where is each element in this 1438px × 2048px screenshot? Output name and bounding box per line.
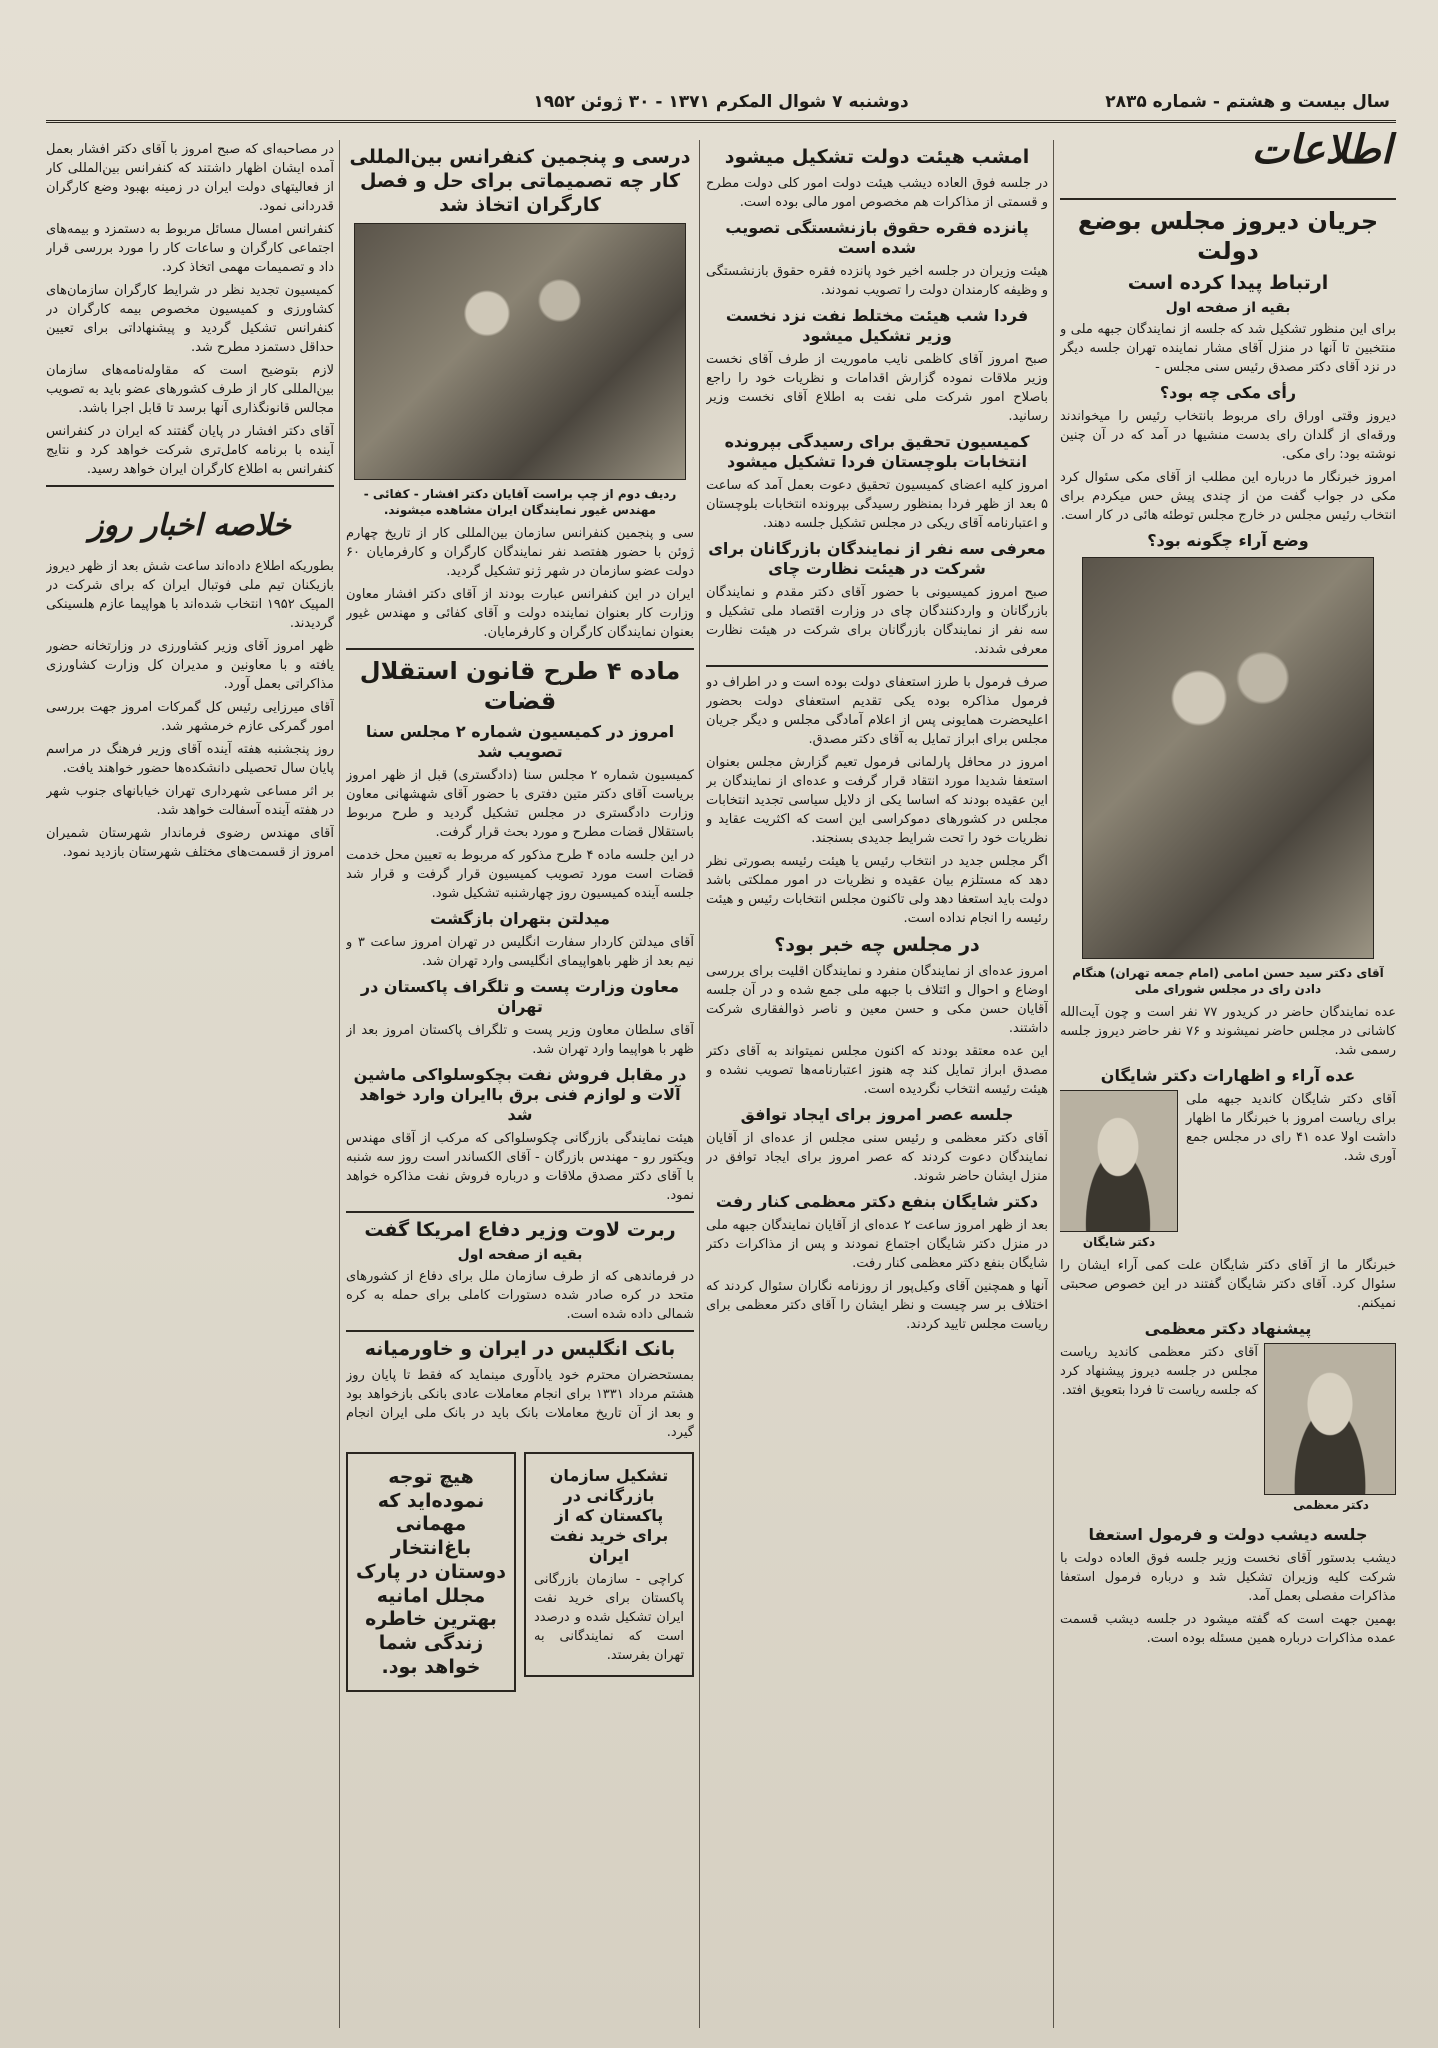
article-paragraph: هیئت وزیران در جلسه اخیر خود پانزده فقره حقوق بازنشستگی و وظیفه کارمندان دولت را تصویب نمودند. xyxy=(706,263,1048,298)
article-paragraph: آقای میدلتن کاردار سفارت انگلیس در تهران امروز ساعت ۳ و نیم بعد از ظهر باهواپیمای انگلیسی وارد تهران شد. xyxy=(346,935,694,970)
moazzami-portrait xyxy=(1264,1343,1396,1495)
column-3 xyxy=(346,140,694,2028)
section-heading: وضع آراء چگونه بود؟ xyxy=(1147,530,1309,550)
advertisement-box xyxy=(346,1452,516,1692)
headline: ماده ۴ طرح قانون استقلال قضات xyxy=(359,657,681,716)
summary-item: آقای میرزایی رئیس کل گمرکات امروز جهت بررسی امور گمرکی عازم خرمشهر شد. xyxy=(46,699,334,734)
news-box xyxy=(524,1452,694,1677)
section-heading: پیشنهاد دکتر معظمی xyxy=(1144,1318,1312,1338)
headline: معاون وزارت پست و تلگراف پاکستان در تهران xyxy=(360,977,680,1017)
subheadline: امروز در کمیسیون شماره ۲ مجلس سنا تصویب شد xyxy=(365,722,675,762)
headline: جلسه عصر امروز برای ایجاد توافق xyxy=(740,1104,1014,1124)
section-heading: رأی مکی چه بود؟ xyxy=(1159,382,1297,402)
continuation-note: بقیه از صفحه اول xyxy=(1165,299,1291,316)
article-paragraph: دیشب بدستور آقای نخست وزیر جلسه فوق العاده دولت با شرکت کلیه وزیران تشکیل شد و درباره فرمول استعفا مذاکرات مفصلی بعمل آمد. xyxy=(1060,1550,1396,1604)
article-paragraph: آقای دکتر معظمی کاندید ریاست مجلس در جلسه دیروز پیشنهاد کرد که جلسه ریاست تا فردا بتعویق افتد. xyxy=(1060,1344,1258,1398)
headline: معرفی سه نفر از نمایندگان بازرگانان برای شرکت در هیئت نظارت چای xyxy=(708,538,1046,578)
column-1 xyxy=(1060,192,1396,2028)
article-paragraph: بهمین جهت است که گفته میشود در جلسه دیشب قسمت عمده مذاکرات درباره همین مسئله بوده است. xyxy=(1060,1611,1396,1646)
logo-text: اطلاعات xyxy=(1251,126,1392,173)
moazzami-block xyxy=(1060,1343,1396,1519)
headline: درسی و پنجمین کنفرانس بین‌المللی کار چه تصمیماتی برای حل و فصل کارگران اتخاذ شد xyxy=(349,146,691,216)
column-4 xyxy=(46,140,334,2028)
summary-item: روز پنجشنبه هفته آینده آقای وزیر فرهنگ در مراسم پایان سال تحصیلی دانشکده‌ها حضور خواهند یافت. xyxy=(46,741,334,776)
article-paragraph: صبح امروز آقای کاظمی نایب ماموریت از طرف آقای نخست وزیر ملاقات نموده گزارش اقدامات و نظریات خود را راجع باصلاح امور شرکت ملی نفت به اطلاع آقای نخست وزیر رسانید. xyxy=(706,351,1048,424)
article-paragraph: آقای سلطان معاون وزیر پست و تلگراف پاکستان امروز بعد از ظهر با هواپیما وارد تهران شد. xyxy=(346,1023,694,1058)
headline: فردا شب هیئت مختلط نفت نزد نخست وزیر تشکیل میشود xyxy=(725,305,1029,345)
article-paragraph: کراچی - سازمان بازرگانی پاکستان برای خرید نفت ایران تشکیل شده و درصدد است که نمایندگانی به تهران بفرستد. xyxy=(534,1571,684,1663)
portrait-caption: دکتر معظمی xyxy=(1293,1497,1369,1512)
summary-item: آقای مهندس رضوی فرماندار شهرستان شمیران امروز از قسمت‌های مختلف شهرستان بازدید نمود. xyxy=(46,825,334,860)
headline: تشکیل سازمان بازرگانی در پاکستان که از برای خرید نفت ایران xyxy=(549,1465,669,1565)
article-paragraph: آقای دکتر معظمی و رئیس سنی مجلس از عده‌ای از آقایان نمایندگان دعوت کردند که عصر امروز برای ایجاد توافق در منزل ایشان حاضر شوند. xyxy=(706,1130,1048,1184)
rule xyxy=(346,1211,694,1213)
section-heading: جلسه دیشب دولت و فرمول استعفا xyxy=(1088,1524,1368,1544)
headline: در مقابل فروش نفت بچکوسلواکی ماشین آلات و لوازم فنی برق باایران وارد خواهد شد xyxy=(353,1065,687,1125)
article-paragraph: این عده معتقد بودند که اکنون مجلس نمیتواند به آقای دکتر مصدق ابراز تمایل کند چه هنوز اعتبارنامه‌ها تصویب نشده و هیئت رئیسه انتخاب نگردیده است. xyxy=(706,1043,1048,1097)
shaygan-block xyxy=(1060,1090,1396,1256)
article-paragraph: امروز عده‌ای از نمایندگان منفرد و نمایندگان اقلیت برای بررسی اوضاع و احوال و ائتلاف با جبهه ملی جمع شده و در آن جلسه آقایان حسن مکی و حسن معین و ناصر ذوالفقاری شرکت داشتند. xyxy=(706,963,1048,1036)
article-paragraph: برای این منظور تشکیل شد که جلسه از نمایندگان جبهه ملی و منتخبین تا آنها در منزل آقای مشار نماینده تهران جلسه دیگر در نزد آقای دکتر مصدق رئیس سنی مجلس - xyxy=(1060,321,1396,375)
article-paragraph: امروز کلیه اعضای کمیسیون تحقیق دعوت بعمل آمد که ساعت ۵ بعد از ظهر فردا بمنظور رسیدگی بپرونده انتخابات بلوچستان و اعتبارنامه آقای ریکی در مجلس تشکیل جلسه دهند. xyxy=(706,477,1048,531)
article-paragraph: لازم بتوضیح است که مقاوله‌نامه‌های سازمان بین‌المللی کار از طرف کشورهای عضو باید به تصویب مجالس قانونگذاری آنها برسد تا قابل اجرا باشد. xyxy=(46,363,334,416)
article-paragraph: هیئت نمایندگی بازرگانی چکوسلواکی که مرکب از آقای مهندس ویکتور رو - مهندس بازرگان - آقای الکساندر است روز سه شنبه با آقای دکتر مصدق ملاقات و درباره فروش نفت مذاکره خواهد نمود. xyxy=(346,1131,694,1204)
issue-date: دوشنبه ۷ شوال المکرم ۱۳۷۱ - ۳۰ ژوئن ۱۹۵۲ xyxy=(533,92,909,112)
rule xyxy=(1060,198,1396,200)
article-paragraph: اگر مجلس جدید در انتخاب رئیس یا هیئت رئیسه بصورتی نظر دهد که مستلزم بیان عقیده و نظریات در امور مملکتی باشد دولت باید استعفا دهد ولی تاکنون مجلس انتخابات رئیس و هیئت رئیسه را انجام نداده است. xyxy=(706,853,1048,926)
headline: پانزده فقره حقوق بازنشستگی تصویب شده است xyxy=(725,217,1029,257)
headline: میدلتن بتهران بازگشت xyxy=(430,909,610,929)
rule xyxy=(706,665,1048,667)
advertisement-text: هیچ توجه نموده‌اید که مهمانی باغ‌انتخار دوستان در پارک مجلل امانیه بهترین خاطره زندگی شما خواهد بود. xyxy=(356,1465,506,1678)
column-divider xyxy=(339,140,340,2028)
article-paragraph: آنها و همچنین آقای وکیل‌پور از روزنامه نگاران سئوال کردند که اختلاف بر سر چیست و نظر ایشان را آقای دکتر معظمی برای ریاست مجلس تایید کردند. xyxy=(706,1278,1048,1332)
bottom-boxes xyxy=(346,1446,694,1698)
headline: کمیسیون تحقیق برای رسیدگی بپرونده انتخابات بلوچستان فردا تشکیل میشود xyxy=(724,431,1030,471)
article-paragraph: آقای دکتر افشار در پایان گفتند که ایران در کنفرانس آینده با برنامه کامل‌تری شرکت خواهد کرد و نتایج کنفرانس به اطلاع کارگران ایران خواهد رسید. xyxy=(46,424,334,477)
article-paragraph: در جلسه فوق العاده دیشب هیئت دولت امور کلی دولت مطرح و قسمتی از مذاکرات هم مخصوص امور مالی بوده است. xyxy=(706,175,1048,210)
column-divider xyxy=(1053,140,1054,2028)
article-paragraph: در این جلسه ماده ۴ طرح مذکور که مربوط به تعیین محل خدمت قضات است مورد تصویب کمیسیون قرار گرفت و قرار شد جلسه آینده کمیسیون روز چهارشنبه تشکیل شود. xyxy=(346,848,694,902)
issue-info: سال بیست و هشتم - شماره ۲۸۳۵ xyxy=(1105,92,1390,112)
parliament-vote-photo xyxy=(1082,557,1374,959)
article-paragraph: در مصاحبه‌ای که صبح امروز با آقای دکتر افشار بعمل آمده ایشان اظهار داشتند که کنفرانس بین‌المللی کار از فعالیتهای دولت ایران در زمینه بهبود وضع کارگران قدردانی نمود. xyxy=(46,142,334,214)
article-paragraph: سی و پنجمین کنفرانس سازمان بین‌المللی کار از تاریخ چهارم ژوئن با حضور هفتصد نفر نمایندگان کارگران و کارفرمایان ۶۰ دولت عضو سازمان در شهر ژنو تشکیل گردید. xyxy=(346,526,694,580)
column-2 xyxy=(706,140,1048,2028)
article-paragraph: در فرماندهی که از طرف سازمان ملل برای دفاع از کشورهای متحد در کره صادر شده دستورات کاملی برای حمله به کره شمالی داده شده است. xyxy=(346,1269,694,1322)
article-paragraph: کمیسیون شماره ۲ مجلس سنا (دادگستری) قبل از ظهر امروز بریاست آقای دکتر متین دفتری با حضور آقای شهشهانی معاون وزارت دادگستری در مجلس تشکیل گردید و طرح مربوط باستقلال قضات مطرح و مورد بحث قرار گرفت. xyxy=(346,768,694,841)
headline: امشب هیئت دولت تشکیل میشود xyxy=(724,146,1030,168)
continuation-note: بقیه از صفحه اول xyxy=(457,1247,583,1263)
rule xyxy=(346,648,694,650)
article-paragraph: امروز در محافل پارلمانی فرمول تعیم گزارش مجلس بعنوان استعفا شدیدا مورد انتقاد قرار گرفت و عده‌ای از نمایندگان بر این عقیده بودند که اساسا یکی از دلایل سیاسی تجدید انتخابات مجلس در کشورهای دموکراسی این است که اکثریت عقاید و نظریات خود را تحت شرایط جدیدی بسنجند. xyxy=(706,754,1048,846)
article-paragraph: دیروز وقتی اوراق رای مربوط بانتخاب رئیس را میخواندند ورقه‌ای از گلدان رای بدست منشیها در آمد که در آن چنین نوشته بود: رای مکی. xyxy=(1060,408,1396,462)
article-paragraph: بمستحضران محترم خود یادآوری مینماید که فقط تا پایان روز هشتم مرداد ۱۳۳۱ برای انجام معاملات عادی بانکی بازخواهد بود و بعد از آن تاریخ معاملات بانک باید در بانک ملی ایران انجام گیرد. xyxy=(346,1367,694,1440)
article-paragraph: امروز خبرنگار ما درباره این مطلب از آقای مکی سئوال کرد مکی در جواب گفت من از چندی پیش حس میکردم برای انتخاب رئیس مجلس در خارج مجلس توطئه هائی در کار است. xyxy=(1060,469,1396,523)
section-heading: عده آراء و اظهارات دکتر شایگان xyxy=(1100,1065,1356,1085)
article-paragraph: کنفرانس امسال مسائل مربوط به دستمزد و بیمه‌های اجتماعی کارگران و ساعات کار را مورد بررسی قرار داد و تصمیمات مهمی اتخاذ کرد. xyxy=(46,222,334,275)
headline: جریان دیروز مجلس بوضع دولت xyxy=(1077,207,1379,265)
summary-item: بطوریکه اطلاع داده‌اند ساعت شش بعد از ظهر دیروز بازیکنان تیم ملی فوتبال ایران که برای شرکت در المپیک ۱۹۵۲ انتخاب شده‌اند با هواپیما عازم هلسینکی گردیدند. xyxy=(46,558,334,631)
photo-caption: آقای دکتر سید حسن امامی (امام جمعه تهران) هنگام دادن رای در مجلس شورای ملی xyxy=(1072,965,1384,996)
headline: دکتر شایگان بنفع دکتر معظمی کنار رفت xyxy=(715,1191,1039,1211)
article-paragraph: خبرنگار ما از آقای دکتر شایگان علت کمی آراء ایشان را سئوال کرد. آقای دکتر شایگان گفتند در این خصوص صحبتی نمیکنم. xyxy=(1060,1257,1396,1311)
subheadline: ارتباط پیدا کرده است xyxy=(1127,272,1329,294)
summary-item: بر اثر مساعی شهرداری تهران خیابانهای جنوب شهر در هفته آینده آسفالت خواهد شد. xyxy=(46,783,334,818)
photo-caption: ردیف دوم از چپ براست آقایان دکتر افشار - کفائی - مهندس غیور نمایندگان ایران مشاهده میشوند. xyxy=(363,487,677,518)
summary-item: ظهر امروز آقای وزیر کشاورزی در وزارتخانه حضور یافته و با معاونین و مدیران کل وزارت کشاورزی مذاکراتی بعمل آورد. xyxy=(46,638,334,692)
headline: در مجلس چه خبر بود؟ xyxy=(774,933,980,956)
news-summary-title: خلاصه اخبار روز xyxy=(89,508,291,543)
article-paragraph: عده نمایندگان حاضر در کریدور ۷۷ نفر است و چون آیت‌الله کاشانی در مجلس حاضر نمیشوند و ۷۶ نفر حاضر دیروز جلسه رسمی شد. xyxy=(1060,1004,1396,1058)
column-divider xyxy=(699,140,700,2028)
article-paragraph: آقای دکتر شایگان کاندید جبهه ملی برای ریاست امروز با خبرنگار ما اظهار داشت اولا عده ۴۱ رای در مجلس جمع آوری شد. xyxy=(1186,1091,1396,1164)
shaygan-portrait xyxy=(1060,1090,1178,1232)
columns xyxy=(46,140,1396,2028)
conference-photo xyxy=(354,223,686,480)
headline: ربرت لاوت وزیر دفاع امریکا گفت xyxy=(364,1219,676,1242)
headline: بانک انگلیس در ایران و خاورمیانه xyxy=(364,1338,676,1360)
article-paragraph: صبح امروز کمیسیونی با حضور آقای دکتر مقدم و نمایندگان بازرگانان و واردکنندگان چای در وزارت اقتصاد ملی تشکیل و سه نفر از نمایندگان بازرگانان برای شرکت در هیئت نظارت معرفی شدند. xyxy=(706,584,1048,657)
article-paragraph: بعد از ظهر امروز ساعت ۲ عده‌ای از آقایان نمایندگان جبهه ملی در منزل دکتر شایگان اجتماع نمودند و پس از مذاکرات دکتر شایگان بنفع دکتر معظمی کنار رفت. xyxy=(706,1217,1048,1271)
article-paragraph: کمیسیون تجدید نظر در شرایط کارگران سازمان‌های کشاورزی و کمیسیون مخصوص بیمه کارگران در کنفرانس تشکیل گردید و پیشنهاداتی برای تعیین حداقل دستمزد مطرح شد. xyxy=(46,283,334,355)
rule xyxy=(46,485,334,487)
article-paragraph: ایران در این کنفرانس عبارت بودند از آقای دکتر افشار معاون وزارت کار بعنوان نماینده دولت و آقای کفائی و مهندس غیور بعنوان نمایندگان کارگران و کارفرمایان. xyxy=(346,587,694,641)
masthead xyxy=(46,84,1396,123)
portrait-caption: دکتر شایگان xyxy=(1082,1234,1156,1249)
rule xyxy=(346,1330,694,1332)
article-paragraph: صرف فرمول با طرز استعفای دولت بوده است و در اطراف دو فرمول مذاکره بوده یکی تقدیم استعفای دولت بحضور اعلیحضرت همایونی پس از اعلام آمادگی مجلس و دیگر جریان مجلس برای ابراز تمایل به آقای دکتر مصدق. xyxy=(706,674,1048,747)
